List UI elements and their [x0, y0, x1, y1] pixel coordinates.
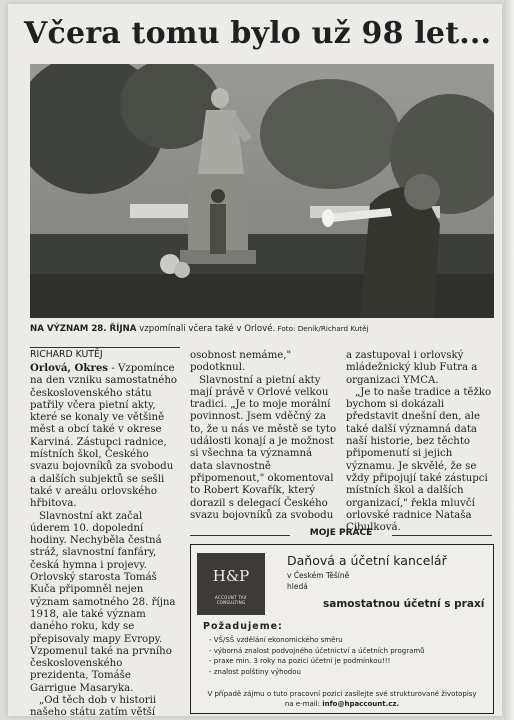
company-name: Daňová a účetní kancelář — [287, 553, 447, 568]
article-column-1 — [30, 362, 180, 720]
paragraph: Slavnostní akt začal úderem 10. dopolední hodiny. Nechyběla čestná stráž, slavnostní fanfáry, česká hymna i projevy. Orlovský starosta Tomáš Kuča připomněl nejen význam samotného 28. října 1918, ale také význam daného roku, kdy se přepisovaly mapy Evropy. Vzpomenul také na prvního československého prezidenta, Tomáše Garrigue Masaryka. — [30, 510, 176, 694]
photo-caption — [30, 324, 494, 334]
logo-text: H&P — [212, 567, 250, 585]
job-position: samostatnou účetní s praxí — [323, 598, 485, 610]
requirement-item: - praxe min. 3 roky na pozici účetní je podmínkou!!! — [209, 657, 391, 666]
requirements-list — [209, 635, 425, 677]
email-link[interactable]: info@hpaccount.cz. — [322, 700, 400, 708]
photo-illustration — [30, 64, 494, 318]
caption-lead: NA VÝZNAM 28. ŘÍJNA — [30, 324, 137, 334]
article-column-3 — [346, 350, 494, 534]
seeks-label: hledá — [287, 582, 308, 591]
article-column-2 — [190, 350, 338, 522]
company-city: v Českém Těšíně — [287, 571, 350, 580]
article-photo — [30, 64, 494, 318]
company-logo — [197, 553, 265, 615]
requirement-item: - VŠ/SŠ vzdělání ekonomického směru — [209, 636, 343, 644]
byline: RICHARD KUTĚJ — [30, 347, 180, 360]
contact-line — [191, 700, 493, 708]
page-edge — [504, 0, 514, 720]
logo-subtitle: ACCOUNT TAX CONSULTING — [215, 595, 247, 605]
job-advertisement — [190, 544, 494, 714]
paragraph: „Od těch dob v historii našeho státu zatím větší — [30, 695, 157, 719]
caption-text: vzpomínali včera také v Orlové. — [136, 324, 276, 334]
application-instructions: V případě zájmu o tuto pracovní pozici zasílejte své strukturované životopisy — [207, 690, 477, 698]
paragraph: a zastupoval i orlovský mládežnický klub Futra a organizaci YMCA. — [346, 350, 478, 386]
paragraph: Slavnostní a pietní akty mají právě v Orlové velkou tradici. „Je to moje morální povinnost. Jsem vděčný za to, že u nás ve městě se tyto události konají a je možnost si všechna ta významná data slavnostně připomenout," okomentoval to Robert Kovařík, který dorazil s delegací Českého svazu bojovníků za svobodu — [190, 374, 337, 521]
paragraph: „Je to naše tradice a těžko bychom si dokázali představit dnešní den, ale také další významná data naší historie, bez těchto připomenutí si jejich významu. Je skvělé, že se vždy připojují také zástupci místních škol a dalších organizací," řekla mluvčí orlovské radnice Nataša Cibulková. — [346, 386, 492, 534]
headline: Včera tomu bylo už 98 let... — [24, 16, 492, 51]
email-label: na e-mail: — [284, 700, 323, 708]
section-label: MOJE PRÁCE — [190, 528, 492, 542]
requirement-item: - výborná znalost podvojného účetnictví a účetních programů — [209, 646, 425, 655]
paragraph: osobnost nemáme," podotknul. — [190, 350, 292, 374]
requirement-item: - znalost polštiny výhodou — [209, 667, 301, 676]
dateline: Orlová, Okres — [30, 362, 109, 374]
photo-credit: Foto: Deník/Richard Kutěj — [275, 324, 369, 333]
requirements-heading: Požadujeme: — [203, 621, 283, 632]
paragraph-text: - Vzpomínce na den vzniku samostatného československého státu patřily včera pietní akty, které se konaly ve většině měst a obcí také v okrese Karviná. Zástupci radnice, místních škol, Českého svazu bojovníků za svobodu a dalších subjektů se sešli také v areálu orlovského hřbitova. — [30, 363, 178, 510]
paragraph — [30, 362, 180, 511]
